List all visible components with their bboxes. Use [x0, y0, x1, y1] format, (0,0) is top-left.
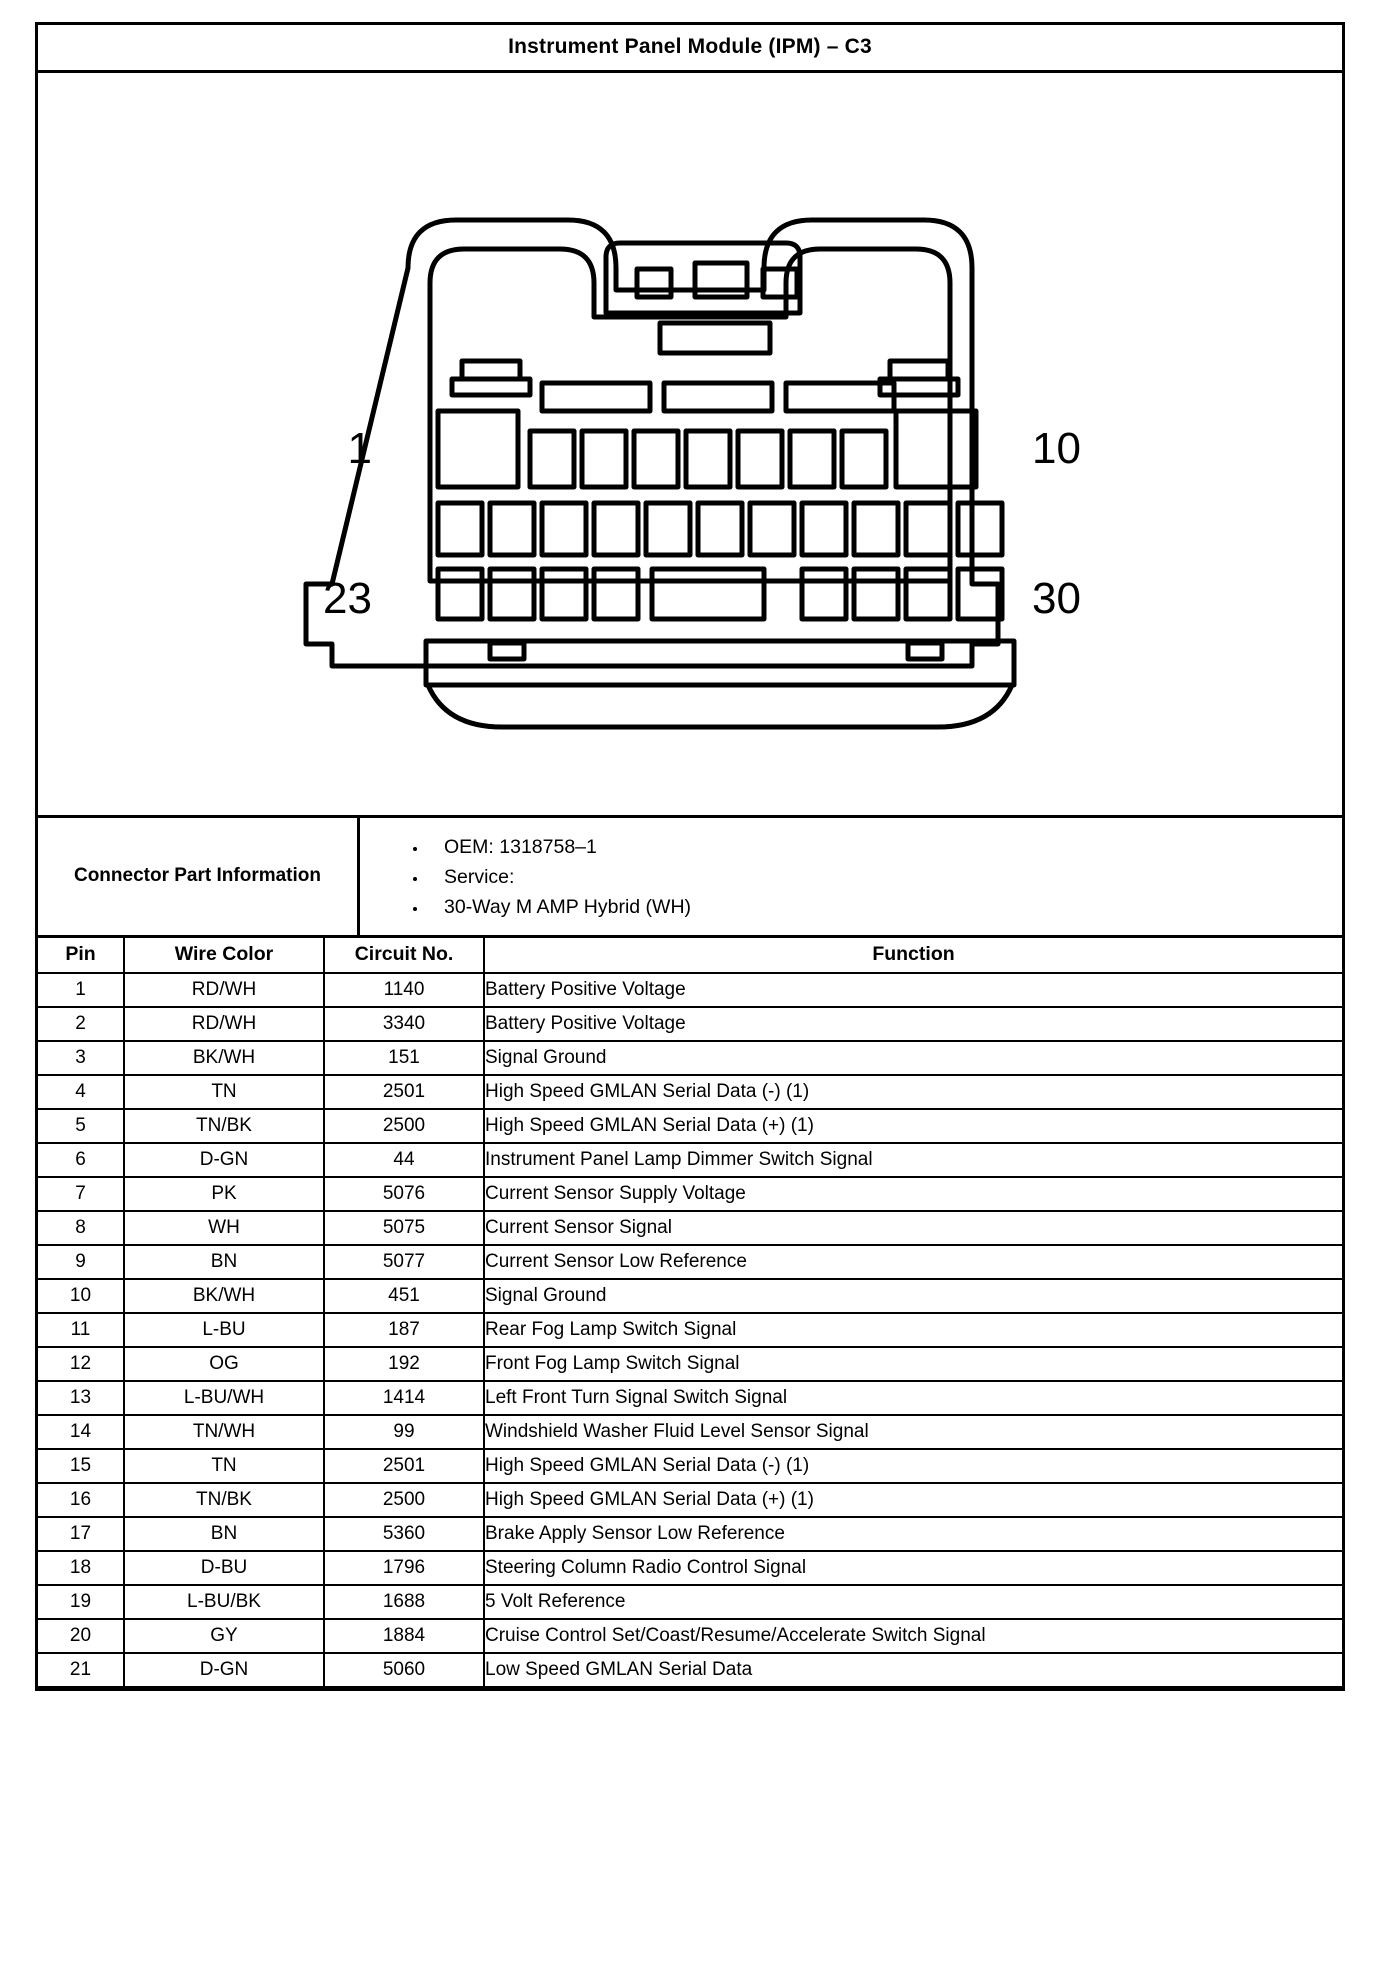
cell-wire-color: D-BU: [124, 1551, 324, 1585]
cell-wire-color: L-BU: [124, 1313, 324, 1347]
table-row: [38, 1313, 1342, 1347]
table-row: [38, 1585, 1342, 1619]
cell-function: High Speed GMLAN Serial Data (+) (1): [484, 1483, 1342, 1517]
cell-circuit-no: 5077: [324, 1245, 484, 1279]
cell-function: Current Sensor Supply Voltage: [484, 1177, 1342, 1211]
cell-wire-color: BN: [124, 1517, 324, 1551]
cell-pin: 12: [38, 1347, 124, 1381]
cell-function: Cruise Control Set/Coast/Resume/Accelerate Switch Signal: [484, 1619, 1342, 1653]
table-row: [38, 1177, 1342, 1211]
cell-wire-color: L-BU/BK: [124, 1585, 324, 1619]
cell-wire-color: RD/WH: [124, 1007, 324, 1041]
cell-wire-color: BN: [124, 1245, 324, 1279]
cell-circuit-no: 1796: [324, 1551, 484, 1585]
cell-wire-color: OG: [124, 1347, 324, 1381]
cell-wire-color: BK/WH: [124, 1279, 324, 1313]
cell-pin: 2: [38, 1007, 124, 1041]
cell-pin: 19: [38, 1585, 124, 1619]
cell-pin: 13: [38, 1381, 124, 1415]
cell-circuit-no: 187: [324, 1313, 484, 1347]
cell-function: Current Sensor Low Reference: [484, 1245, 1342, 1279]
table-row: [38, 1483, 1342, 1517]
document-frame: [35, 22, 1345, 1691]
cell-pin: 10: [38, 1279, 124, 1313]
connector-diagram: [38, 73, 1342, 818]
cell-circuit-no: 3340: [324, 1007, 484, 1041]
cell-circuit-no: 151: [324, 1041, 484, 1075]
cell-circuit-no: 2500: [324, 1483, 484, 1517]
connector-part-information: [38, 818, 1342, 938]
pin-table-body: [38, 973, 1342, 1687]
table-row: [38, 1211, 1342, 1245]
cell-circuit-no: 1884: [324, 1619, 484, 1653]
cell-pin: 7: [38, 1177, 124, 1211]
cell-pin: 5: [38, 1109, 124, 1143]
table-row: [38, 1279, 1342, 1313]
cell-wire-color: TN: [124, 1449, 324, 1483]
cell-wire-color: TN/WH: [124, 1415, 324, 1449]
cell-pin: 6: [38, 1143, 124, 1177]
cell-pin: 18: [38, 1551, 124, 1585]
cell-circuit-no: 5075: [324, 1211, 484, 1245]
column-header-circuit-no: Circuit No.: [324, 938, 484, 973]
cell-circuit-no: 2501: [324, 1449, 484, 1483]
table-row: [38, 1653, 1342, 1687]
cell-pin: 8: [38, 1211, 124, 1245]
cell-circuit-no: 1414: [324, 1381, 484, 1415]
table-row: [38, 1245, 1342, 1279]
table-row: [38, 1041, 1342, 1075]
cell-function: Steering Column Radio Control Signal: [484, 1551, 1342, 1585]
column-header-function: Function: [484, 938, 1342, 973]
cell-function: Low Speed GMLAN Serial Data: [484, 1653, 1342, 1687]
pin-label-30: 30: [1032, 574, 1081, 623]
cell-function: Signal Ground: [484, 1041, 1342, 1075]
cell-wire-color: D-GN: [124, 1143, 324, 1177]
cell-pin: 17: [38, 1517, 124, 1551]
cell-circuit-no: 99: [324, 1415, 484, 1449]
cell-circuit-no: 2500: [324, 1109, 484, 1143]
column-header-wire-color: Wire Color: [124, 938, 324, 973]
table-row: [38, 1381, 1342, 1415]
cell-function: Front Fog Lamp Switch Signal: [484, 1347, 1342, 1381]
table-row: [38, 1619, 1342, 1653]
cell-function: Battery Positive Voltage: [484, 973, 1342, 1007]
cell-circuit-no: 44: [324, 1143, 484, 1177]
cell-wire-color: TN/BK: [124, 1483, 324, 1517]
cell-circuit-no: 192: [324, 1347, 484, 1381]
cell-function: Left Front Turn Signal Switch Signal: [484, 1381, 1342, 1415]
cell-wire-color: GY: [124, 1619, 324, 1653]
list-item: • OEM: 1318758–1: [428, 832, 1342, 862]
cell-pin: 1: [38, 973, 124, 1007]
pin-label-23: 23: [323, 574, 372, 623]
table-row: [38, 1449, 1342, 1483]
cell-pin: 3: [38, 1041, 124, 1075]
connector-part-information-list: [360, 818, 1342, 935]
connector-part-information-label: Connector Part Information: [38, 818, 360, 935]
cell-circuit-no: 451: [324, 1279, 484, 1313]
table-row: [38, 1109, 1342, 1143]
cell-pin: 11: [38, 1313, 124, 1347]
table-row: [38, 1551, 1342, 1585]
cell-function: Instrument Panel Lamp Dimmer Switch Signal: [484, 1143, 1342, 1177]
table-row: [38, 1075, 1342, 1109]
cell-function: Windshield Washer Fluid Level Sensor Signal: [484, 1415, 1342, 1449]
cell-pin: 4: [38, 1075, 124, 1109]
page-title: Instrument Panel Module (IPM) – C3: [38, 25, 1342, 73]
cell-function: Battery Positive Voltage: [484, 1007, 1342, 1041]
cell-wire-color: PK: [124, 1177, 324, 1211]
cell-function: Signal Ground: [484, 1279, 1342, 1313]
table-row: [38, 1143, 1342, 1177]
cell-wire-color: TN/BK: [124, 1109, 324, 1143]
cell-circuit-no: 1140: [324, 973, 484, 1007]
pin-label-10: 10: [1032, 424, 1081, 473]
table-header-row: [38, 938, 1342, 973]
cell-circuit-no: 5076: [324, 1177, 484, 1211]
cell-pin: 14: [38, 1415, 124, 1449]
cell-wire-color: RD/WH: [124, 973, 324, 1007]
cell-wire-color: TN: [124, 1075, 324, 1109]
cell-circuit-no: 1688: [324, 1585, 484, 1619]
cell-pin: 9: [38, 1245, 124, 1279]
cell-function: High Speed GMLAN Serial Data (-) (1): [484, 1449, 1342, 1483]
cell-function: High Speed GMLAN Serial Data (-) (1): [484, 1075, 1342, 1109]
table-row: [38, 1517, 1342, 1551]
column-header-pin: Pin: [38, 938, 124, 973]
cell-pin: 16: [38, 1483, 124, 1517]
cell-pin: 15: [38, 1449, 124, 1483]
cell-function: Brake Apply Sensor Low Reference: [484, 1517, 1342, 1551]
cell-wire-color: D-GN: [124, 1653, 324, 1687]
table-row: [38, 1347, 1342, 1381]
cell-pin: 20: [38, 1619, 124, 1653]
pin-label-1: 1: [347, 424, 372, 473]
table-row: [38, 973, 1342, 1007]
list-item: • 30-Way M AMP Hybrid (WH): [428, 892, 1342, 922]
cell-wire-color: BK/WH: [124, 1041, 324, 1075]
cell-circuit-no: 5360: [324, 1517, 484, 1551]
cell-circuit-no: 2501: [324, 1075, 484, 1109]
pin-table: [38, 938, 1342, 1688]
cell-circuit-no: 5060: [324, 1653, 484, 1687]
cell-function: Current Sensor Signal: [484, 1211, 1342, 1245]
cell-function: 5 Volt Reference: [484, 1585, 1342, 1619]
cell-pin: 21: [38, 1653, 124, 1687]
connector-drawing: [190, 73, 1190, 773]
cell-function: High Speed GMLAN Serial Data (+) (1): [484, 1109, 1342, 1143]
cell-wire-color: L-BU/WH: [124, 1381, 324, 1415]
table-row: [38, 1007, 1342, 1041]
cell-function: Rear Fog Lamp Switch Signal: [484, 1313, 1342, 1347]
list-item: • Service:: [428, 862, 1342, 892]
table-row: [38, 1415, 1342, 1449]
cell-wire-color: WH: [124, 1211, 324, 1245]
